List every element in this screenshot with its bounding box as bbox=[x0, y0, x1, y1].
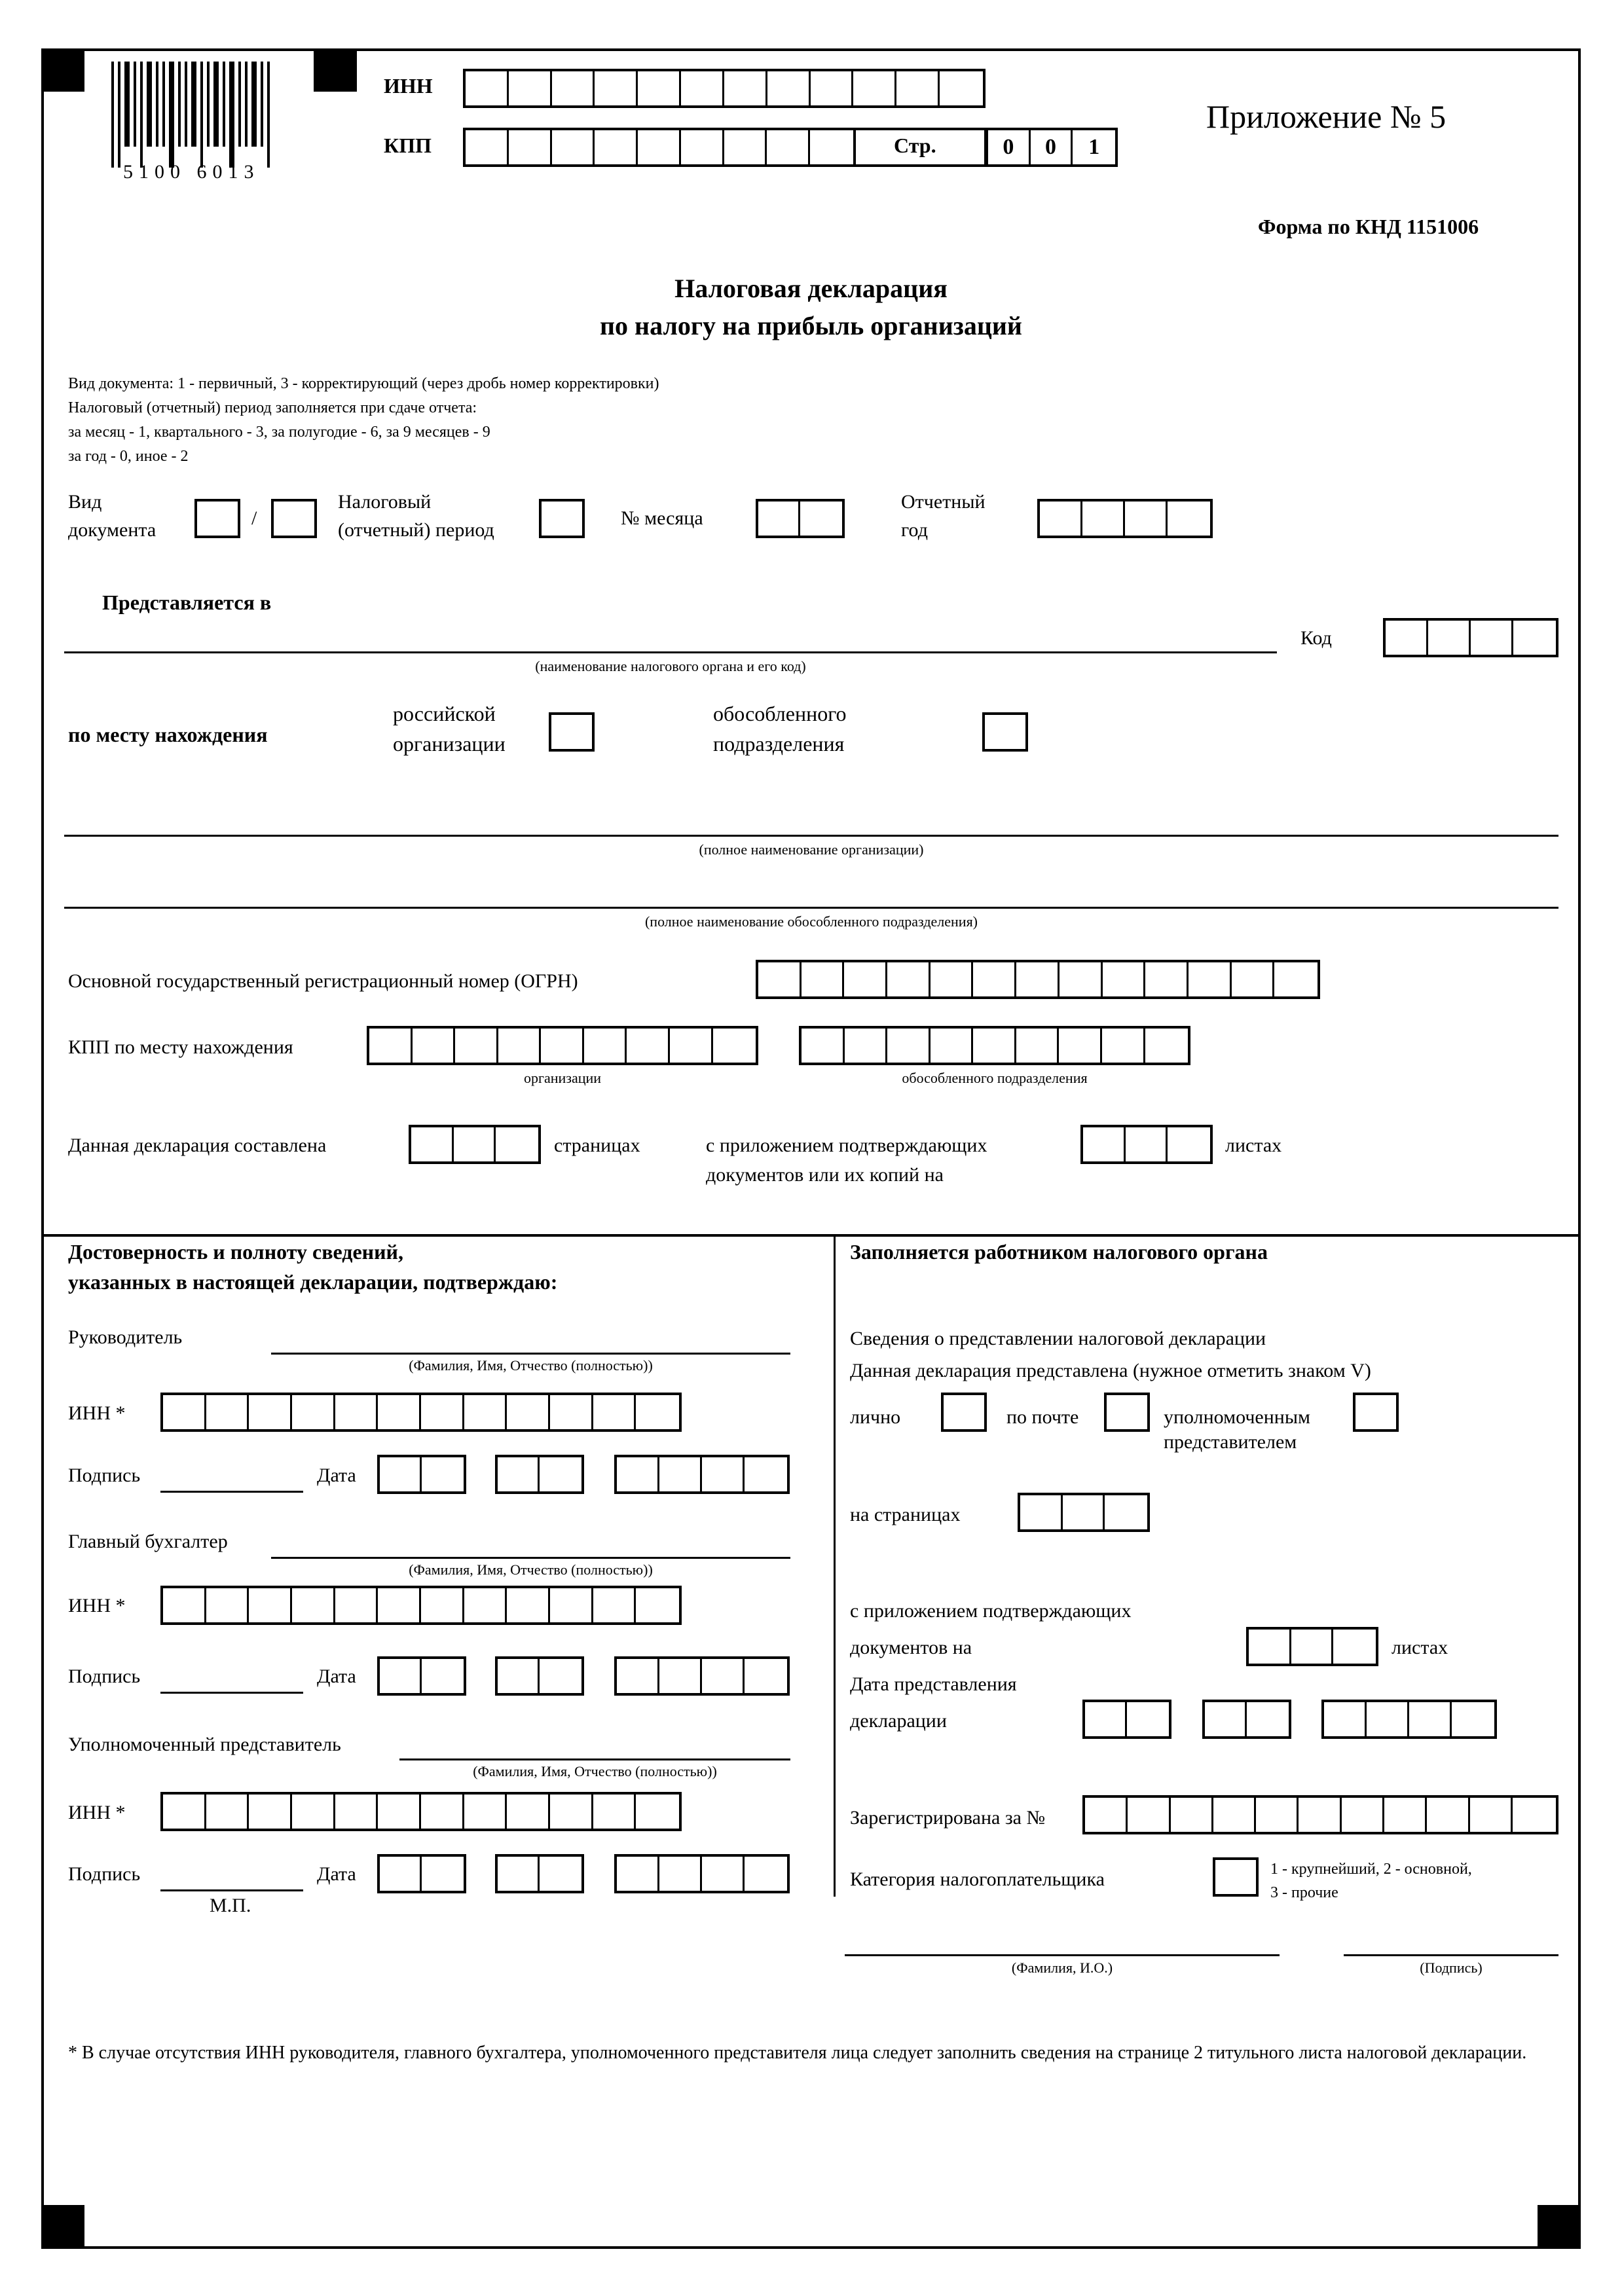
stamp-label: М.П. bbox=[210, 1895, 251, 1916]
representative-fio-caption: (Фамилия, Имя, Отчество (полностью)) bbox=[473, 1763, 717, 1779]
ogrn-label: Основной государственный регистрационный номер (ОГРН) bbox=[68, 970, 578, 992]
officer-name-line[interactable] bbox=[845, 1954, 1280, 1956]
director-inn-cells[interactable] bbox=[160, 1393, 682, 1432]
by-mail-label: по почте bbox=[1006, 1406, 1079, 1428]
appendix-label: Приложение № 5 bbox=[1206, 98, 1447, 135]
document-title-line2: по налогу на прибыль организаций bbox=[600, 311, 1022, 340]
director-signature-line[interactable] bbox=[160, 1491, 303, 1493]
kpp-label: КПП bbox=[384, 134, 432, 157]
period-cell[interactable] bbox=[539, 499, 585, 538]
taxpayer-category-cell[interactable] bbox=[1213, 1857, 1259, 1897]
sheets-count-cells[interactable] bbox=[1080, 1125, 1213, 1164]
by-representative-label: уполномоченным bbox=[1164, 1406, 1310, 1428]
representative-date-label: Дата bbox=[317, 1863, 356, 1885]
separate-division-label: обособленного bbox=[713, 702, 847, 725]
registered-label: Зарегистрирована за № bbox=[850, 1807, 1046, 1829]
org-name-caption: (полное наименование организации) bbox=[699, 841, 924, 858]
ogrn-cells[interactable] bbox=[756, 960, 1320, 999]
received-sheets-label: листах bbox=[1392, 1637, 1448, 1658]
received-sheets-cells[interactable] bbox=[1246, 1627, 1378, 1666]
director-inn-label: ИНН * bbox=[68, 1402, 126, 1424]
director-date-year[interactable] bbox=[614, 1455, 790, 1494]
representative-name-line[interactable] bbox=[399, 1758, 790, 1760]
accountant-fio-caption: (Фамилия, Имя, Отчество (полностью)) bbox=[409, 1561, 653, 1578]
confirm-title: Достоверность и полноту сведений, bbox=[68, 1240, 403, 1264]
kpp-location-label: КПП по месту нахождения bbox=[68, 1036, 293, 1058]
representative-date-month[interactable] bbox=[495, 1854, 584, 1893]
tax-authority-line[interactable] bbox=[64, 651, 1277, 653]
submission-date-year[interactable] bbox=[1321, 1700, 1497, 1739]
kpp-cells[interactable] bbox=[463, 128, 856, 167]
separate-division-label-2: подразделения bbox=[713, 732, 845, 756]
officer-signature-caption: (Подпись) bbox=[1420, 1959, 1483, 1976]
kpp-org-caption: организации bbox=[523, 1070, 602, 1086]
division-name-line[interactable] bbox=[64, 907, 1558, 909]
representative-label: Уполномоченный представитель bbox=[68, 1734, 341, 1755]
page-digit: 0 bbox=[988, 130, 1031, 164]
by-mail-checkbox[interactable] bbox=[1104, 1393, 1150, 1432]
director-date-month[interactable] bbox=[495, 1455, 584, 1494]
personally-label: лично bbox=[850, 1406, 901, 1428]
corner-marker-bottom-left bbox=[41, 2205, 84, 2248]
separate-division-checkbox[interactable] bbox=[982, 712, 1028, 752]
year-label: Отчетный bbox=[901, 491, 986, 513]
kpp-org-cells[interactable] bbox=[367, 1026, 758, 1065]
accountant-label: Главный бухгалтер bbox=[68, 1531, 228, 1552]
page-number-cells bbox=[986, 128, 1118, 167]
year-cells[interactable] bbox=[1037, 499, 1213, 538]
representative-date-year[interactable] bbox=[614, 1854, 790, 1893]
officer-name-caption: (Фамилия, И.О.) bbox=[1011, 1959, 1113, 1976]
composed-label: Данная декларация составлена bbox=[68, 1135, 327, 1156]
pages-label: страницах bbox=[554, 1135, 640, 1156]
representative-inn-cells[interactable] bbox=[160, 1792, 682, 1831]
instruction-line: Налоговый (отчетный) период заполняется при сдаче отчета: bbox=[68, 399, 477, 416]
division-name-caption: (полное наименование обособленного подразделения) bbox=[644, 913, 978, 930]
doc-type-label: Вид bbox=[68, 491, 102, 513]
tax-officer-title: Заполняется работником налогового органа bbox=[850, 1240, 1268, 1264]
sheets-label: листах bbox=[1225, 1135, 1282, 1156]
submission-date-label: Дата представления bbox=[850, 1673, 1017, 1695]
code-label: Код bbox=[1300, 627, 1332, 649]
personally-checkbox[interactable] bbox=[941, 1393, 987, 1432]
section-divider bbox=[41, 1234, 1581, 1237]
taxpayer-category-label: Категория налогоплательщика bbox=[850, 1868, 1105, 1890]
director-name-line[interactable] bbox=[271, 1353, 790, 1355]
accountant-name-line[interactable] bbox=[271, 1557, 790, 1559]
location-label: по месту нахождения bbox=[68, 723, 268, 746]
accountant-date-day[interactable] bbox=[377, 1656, 466, 1696]
accountant-date-label: Дата bbox=[317, 1666, 356, 1687]
doc-type-label-2: документа bbox=[68, 519, 157, 541]
corner-marker-top-center bbox=[314, 48, 357, 92]
representative-inn-label: ИНН * bbox=[68, 1802, 126, 1823]
submission-date-day[interactable] bbox=[1082, 1700, 1171, 1739]
submission-date-label-2: декларации bbox=[850, 1710, 947, 1732]
doc-type-cell[interactable] bbox=[194, 499, 240, 538]
kpp-division-caption: обособленного подразделения bbox=[902, 1070, 1088, 1086]
category-note: 1 - крупнейший, 2 - основной, bbox=[1270, 1861, 1472, 1878]
russian-org-label: российской bbox=[393, 702, 496, 725]
received-attachments-label-2: документов на bbox=[850, 1637, 972, 1658]
accountant-signature-line[interactable] bbox=[160, 1692, 303, 1694]
accountant-date-month[interactable] bbox=[495, 1656, 584, 1696]
section-vertical-divider bbox=[834, 1234, 836, 1897]
document-title-line1: Налоговая декларация bbox=[674, 274, 948, 303]
submission-info-label: Сведения о представлении налоговой декларации bbox=[850, 1328, 1266, 1349]
on-pages-label: на страницах bbox=[850, 1504, 961, 1525]
page-digit: 1 bbox=[1088, 135, 1100, 159]
submission-date-month[interactable] bbox=[1202, 1700, 1291, 1739]
tax-authority-code-cells[interactable] bbox=[1383, 618, 1558, 657]
accountant-inn-label: ИНН * bbox=[68, 1595, 126, 1616]
inn-label: ИНН bbox=[384, 74, 433, 98]
period-label-2: (отчетный) период bbox=[338, 519, 494, 541]
accountant-signature-label: Подпись bbox=[68, 1666, 141, 1687]
russian-org-label-2: организации bbox=[393, 732, 506, 756]
director-date-day[interactable] bbox=[377, 1455, 466, 1494]
corner-marker-top-left bbox=[41, 48, 84, 92]
page-digit: 0 bbox=[1031, 130, 1073, 164]
russian-org-checkbox[interactable] bbox=[549, 712, 595, 752]
inn-cells[interactable] bbox=[463, 69, 986, 108]
director-date-label: Дата bbox=[317, 1465, 356, 1486]
accountant-inn-cells[interactable] bbox=[160, 1586, 682, 1625]
page-label: Стр. bbox=[894, 134, 936, 157]
by-representative-checkbox[interactable] bbox=[1353, 1393, 1399, 1432]
tax-authority-caption: (наименование налогового органа и его код) bbox=[535, 658, 806, 674]
category-note-2: 3 - прочие bbox=[1270, 1884, 1338, 1901]
instruction-line: за год - 0, иное - 2 bbox=[68, 448, 189, 465]
footnote: * В случае отсутствия ИНН руководителя, главного бухгалтера, уполномоченного представителя лица следует заполнить сведения на странице 2 титульного листа налоговой декларации. bbox=[68, 2043, 1527, 2063]
registration-number-cells[interactable] bbox=[1082, 1795, 1558, 1834]
pages-count-cells[interactable] bbox=[409, 1125, 541, 1164]
accountant-date-year[interactable] bbox=[614, 1656, 790, 1696]
director-fio-caption: (Фамилия, Имя, Отчество (полностью)) bbox=[409, 1357, 653, 1374]
representative-signature-label: Подпись bbox=[68, 1863, 141, 1885]
form-code: Форма по КНД 1151006 bbox=[1258, 215, 1479, 238]
officer-signature-line[interactable] bbox=[1344, 1954, 1558, 1956]
corner-marker-bottom-right bbox=[1538, 2205, 1581, 2248]
barcode-number: 5100 6013 bbox=[123, 161, 260, 183]
director-label: Руководитель bbox=[68, 1326, 183, 1348]
org-name-line[interactable] bbox=[64, 835, 1558, 837]
representative-signature-line[interactable] bbox=[160, 1889, 303, 1891]
by-representative-label-2: представителем bbox=[1164, 1431, 1297, 1453]
doc-type-slash: / bbox=[251, 507, 257, 529]
month-cells[interactable] bbox=[756, 499, 845, 538]
correction-number-cell[interactable] bbox=[271, 499, 317, 538]
received-pages-cells[interactable] bbox=[1018, 1493, 1150, 1532]
director-signature-label: Подпись bbox=[68, 1465, 141, 1486]
instruction-line: Вид документа: 1 - первичный, 3 - корректирующий (через дробь номер корректировки) bbox=[68, 375, 659, 392]
instruction-line: за месяц - 1, квартального - 3, за полугодие - 6, за 9 месяцев - 9 bbox=[68, 424, 490, 441]
month-label: № месяца bbox=[621, 507, 703, 529]
confirm-title-2: указанных в настоящей декларации, подтверждаю: bbox=[68, 1270, 558, 1294]
representative-date-day[interactable] bbox=[377, 1854, 466, 1893]
year-label-2: год bbox=[901, 519, 928, 541]
submitted-to-label: Представляется в bbox=[102, 591, 272, 614]
period-label: Налоговый bbox=[338, 491, 432, 513]
attachments-label-2: документов или их копий на bbox=[706, 1164, 944, 1186]
received-attachments-label: с приложением подтверждающих bbox=[850, 1600, 1132, 1622]
submission-method-label: Данная декларация представлена (нужное отметить знаком V) bbox=[850, 1360, 1371, 1381]
attachments-label: с приложением подтверждающих bbox=[706, 1135, 987, 1156]
kpp-division-cells[interactable] bbox=[799, 1026, 1190, 1065]
